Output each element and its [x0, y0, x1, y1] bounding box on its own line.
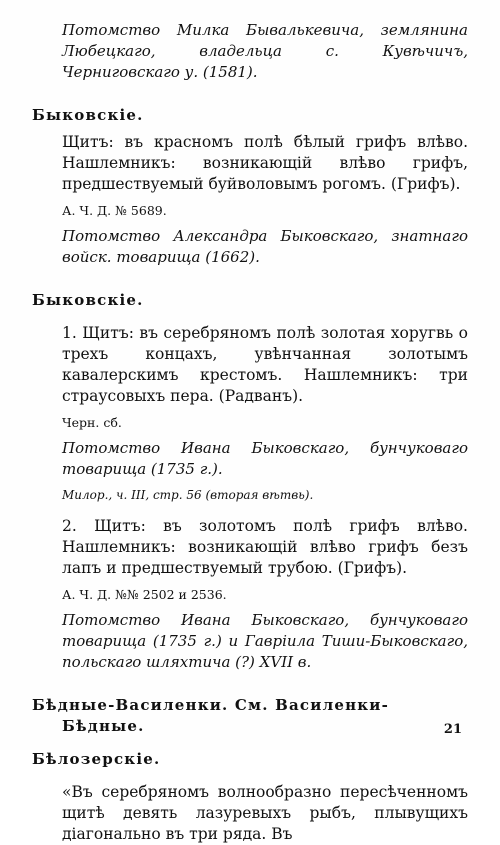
lineage-note-3: Потомство Ивана Быковскаго, бунчуковаго товарища (1735 г.).	[62, 439, 468, 478]
source-ref-1: А. Ч. Д. № 5689.	[62, 203, 167, 218]
cross-reference-heading: Бѣдные-Василенки. См. Василенки-Бѣдные.	[32, 696, 390, 735]
entry-body-2: 1. Щитъ: въ серебряномъ полѣ золотая хоругвь о трехъ концахъ, увѣнчанная золотымъ кавалерскимъ крестомъ. Нашлемникъ: три страусовыхъ пера. (Радванъ).	[62, 324, 468, 405]
lineage-note-2: Потомство Александра Быковскаго, знатнаго войск. товарища (1662).	[62, 227, 468, 266]
source-ref-2b: Милор., ч. III, стр. 56 (вторая вѣтвь).	[62, 488, 314, 502]
entry-heading-belozerskie: Бѣлозерскіе.	[32, 750, 161, 768]
entry-heading-bykovskie-2: Быковскіе.	[32, 291, 144, 309]
entry-body-3: 2. Щитъ: въ золотомъ полѣ грифъ влѣво. Нашлемникъ: возникающій влѣво грифъ безъ лапъ и предшествуемый трубою. (Грифъ).	[62, 517, 468, 577]
lineage-note-1: Потомство Милка Бывалькевича, землянина Любецкаго, владельца с. Кувѣчичъ, Черниговскаго у. (1581).	[62, 21, 468, 81]
entry-body-1: Щитъ: въ красномъ полѣ бѣлый грифъ влѣво. Нашлемникъ: возникающій влѣво грифъ, предшествуемый буйволовымъ рогомъ. (Грифъ).	[62, 133, 468, 193]
entry-body-4: «Въ серебряномъ волнообразно пересѣченномъ щитѣ девять лазуревыхъ рыбъ, плывущихъ діагонально въ три ряда. Въ	[62, 783, 468, 843]
entry-heading-bykovskie-1: Быковскіе.	[32, 106, 144, 124]
source-ref-2: Черн. сб.	[62, 415, 122, 430]
page-number: 21	[443, 722, 462, 737]
lineage-note-4: Потомство Ивана Быковскаго, бунчуковаго товарища (1735 г.) и Гавріила Тиши-Быковскаго, польскаго шляхтича (?) XVII в.	[62, 611, 468, 671]
source-ref-3: А. Ч. Д. №№ 2502 и 2536.	[62, 587, 227, 602]
